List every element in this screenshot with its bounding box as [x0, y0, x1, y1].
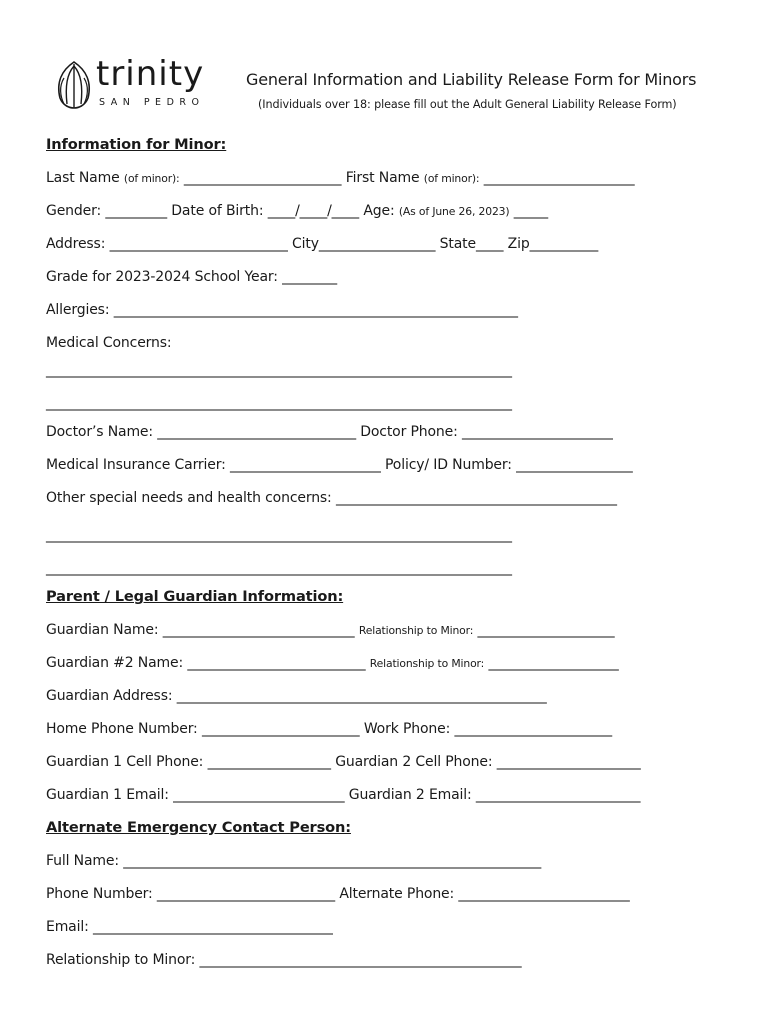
doctor-name-label: Doctor’s Name:	[46, 424, 153, 440]
emergency-email-field[interactable]: ___________________________________	[92, 919, 333, 935]
guardian-2-relationship-field[interactable]: ___________________	[488, 655, 619, 671]
zip-label: Zip	[507, 236, 530, 252]
age-field[interactable]: _____	[513, 203, 549, 219]
emergency-name-field[interactable]: _____________________________________________________________	[123, 853, 542, 869]
guardian-1-email-field[interactable]: _________________________	[173, 787, 345, 803]
emergency-relationship-field[interactable]: _______________________________________________	[199, 952, 522, 968]
special-needs-row	[46, 488, 736, 508]
emergency-alt-phone-field[interactable]: _________________________	[458, 886, 630, 902]
age-label: Age:	[363, 203, 395, 219]
guardian-1-row	[46, 620, 736, 641]
city-field[interactable]: _________________	[318, 236, 436, 252]
emergency-phone-row	[46, 884, 736, 904]
doctor-phone-label: Doctor Phone:	[360, 424, 458, 440]
guardian-1-name-label: Guardian Name:	[46, 622, 159, 638]
emergency-name-row	[46, 851, 736, 871]
city-label: City	[292, 236, 319, 252]
special-needs-label: Other special needs and health concerns:	[46, 490, 332, 506]
allergies-label: Allergies:	[46, 302, 110, 318]
work-phone-field[interactable]: _______________________	[454, 721, 613, 737]
guardian-1-name-field[interactable]: ____________________________	[162, 622, 355, 638]
doctor-row	[46, 422, 736, 442]
cell-row	[46, 752, 736, 772]
guardian-address-label: Guardian Address:	[46, 688, 173, 704]
allergies-row	[46, 300, 736, 320]
trinity-logo	[46, 54, 221, 118]
emergency-relationship-row	[46, 950, 736, 970]
medical-concerns-line-2[interactable]: ____________________________________________________________________	[46, 395, 512, 411]
state-field[interactable]: ____	[475, 236, 504, 252]
first-name-field[interactable]: ______________________	[483, 170, 635, 186]
doctor-name-field[interactable]: _____________________________	[157, 424, 356, 440]
first-name-label: First Name	[345, 170, 420, 186]
gender-dob-row	[46, 201, 736, 222]
guardian-address-field[interactable]: ______________________________________________________	[176, 688, 547, 704]
guardian-2-email-label: Guardian 2 Email:	[348, 787, 472, 803]
insurance-field[interactable]: ______________________	[230, 457, 381, 473]
special-needs-line-1[interactable]: ____________________________________________________________________	[46, 527, 512, 543]
last-name-label: Last Name	[46, 170, 120, 186]
special-needs-field[interactable]: _________________________________________	[335, 490, 617, 506]
minor-section-heading: Information for Minor:	[46, 136, 227, 153]
address-field[interactable]: __________________________	[109, 236, 288, 252]
policy-field[interactable]: _________________	[516, 457, 633, 473]
emergency-alt-phone-label: Alternate Phone:	[339, 886, 455, 902]
address-label: Address:	[46, 236, 106, 252]
guardian-2-cell-field[interactable]: _____________________	[496, 754, 641, 770]
grade-field[interactable]: ________	[282, 269, 337, 285]
guardian-1-relationship-field[interactable]: ____________________	[477, 622, 615, 638]
medical-concerns-label: Medical Concerns:	[46, 335, 172, 351]
guardian-1-cell-label: Guardian 1 Cell Phone:	[46, 754, 204, 770]
state-label: State	[439, 236, 476, 252]
emergency-name-label: Full Name:	[46, 853, 119, 869]
home-phone-field[interactable]: _______________________	[201, 721, 360, 737]
home-phone-label: Home Phone Number:	[46, 721, 198, 737]
emergency-phone-field[interactable]: __________________________	[156, 886, 335, 902]
special-needs-line-2[interactable]: ____________________________________________________________________	[46, 560, 512, 576]
gender-field[interactable]: _________	[105, 203, 167, 219]
guardian-section-heading: Parent / Legal Guardian Information:	[46, 588, 344, 605]
leaf-emblem-icon	[52, 60, 96, 110]
guardian-1-relationship-label: Relationship to Minor:	[358, 624, 474, 637]
guardian-2-row	[46, 653, 736, 674]
guardian-1-cell-field[interactable]: __________________	[207, 754, 331, 770]
form-header	[46, 54, 736, 122]
emergency-relationship-label: Relationship to Minor:	[46, 952, 196, 968]
email-row	[46, 785, 736, 805]
grade-row	[46, 267, 736, 287]
emergency-email-label: Email:	[46, 919, 89, 935]
medical-concerns-line-1[interactable]: ____________________________________________________________________	[46, 362, 512, 378]
policy-label: Policy/ ID Number:	[385, 457, 512, 473]
doctor-phone-field[interactable]: ______________________	[462, 424, 613, 440]
last-name-note: (of minor):	[123, 172, 180, 185]
guardian-2-relationship-label: Relationship to Minor:	[369, 657, 485, 670]
zip-field[interactable]: __________	[529, 236, 599, 252]
emergency-phone-label: Phone Number:	[46, 886, 153, 902]
emergency-email-row	[46, 917, 736, 937]
last-name-field[interactable]: _______________________	[183, 170, 342, 186]
first-name-note: (of minor):	[423, 172, 480, 185]
form-subtitle: (Individuals over 18: please fill out the Adult General Liability Release Form)	[258, 98, 677, 111]
guardian-2-name-field[interactable]: __________________________	[187, 655, 366, 671]
guardian-address-row	[46, 686, 736, 706]
logo-subtitle: SAN PEDRO	[99, 97, 205, 108]
emergency-section-heading: Alternate Emergency Contact Person:	[46, 819, 351, 836]
name-row	[46, 168, 736, 189]
dob-field[interactable]: ____/____/____	[267, 203, 360, 219]
guardian-2-email-field[interactable]: ________________________	[475, 787, 641, 803]
gender-label: Gender:	[46, 203, 102, 219]
work-phone-label: Work Phone:	[363, 721, 451, 737]
guardian-2-name-label: Guardian #2 Name:	[46, 655, 184, 671]
guardian-1-email-label: Guardian 1 Email:	[46, 787, 169, 803]
insurance-label: Medical Insurance Carrier:	[46, 457, 226, 473]
phone-row	[46, 719, 736, 739]
guardian-2-cell-label: Guardian 2 Cell Phone:	[335, 754, 493, 770]
allergies-field[interactable]: ___________________________________________________________	[113, 302, 518, 318]
address-row	[46, 234, 736, 254]
grade-label: Grade for 2023-2024 School Year:	[46, 269, 278, 285]
dob-label: Date of Birth:	[171, 203, 264, 219]
form-title: General Information and Liability Release Form for Minors	[246, 70, 697, 89]
logo-wordmark: trinity	[96, 54, 205, 94]
insurance-row	[46, 455, 736, 475]
age-note: (As of June 26, 2023)	[398, 205, 510, 218]
